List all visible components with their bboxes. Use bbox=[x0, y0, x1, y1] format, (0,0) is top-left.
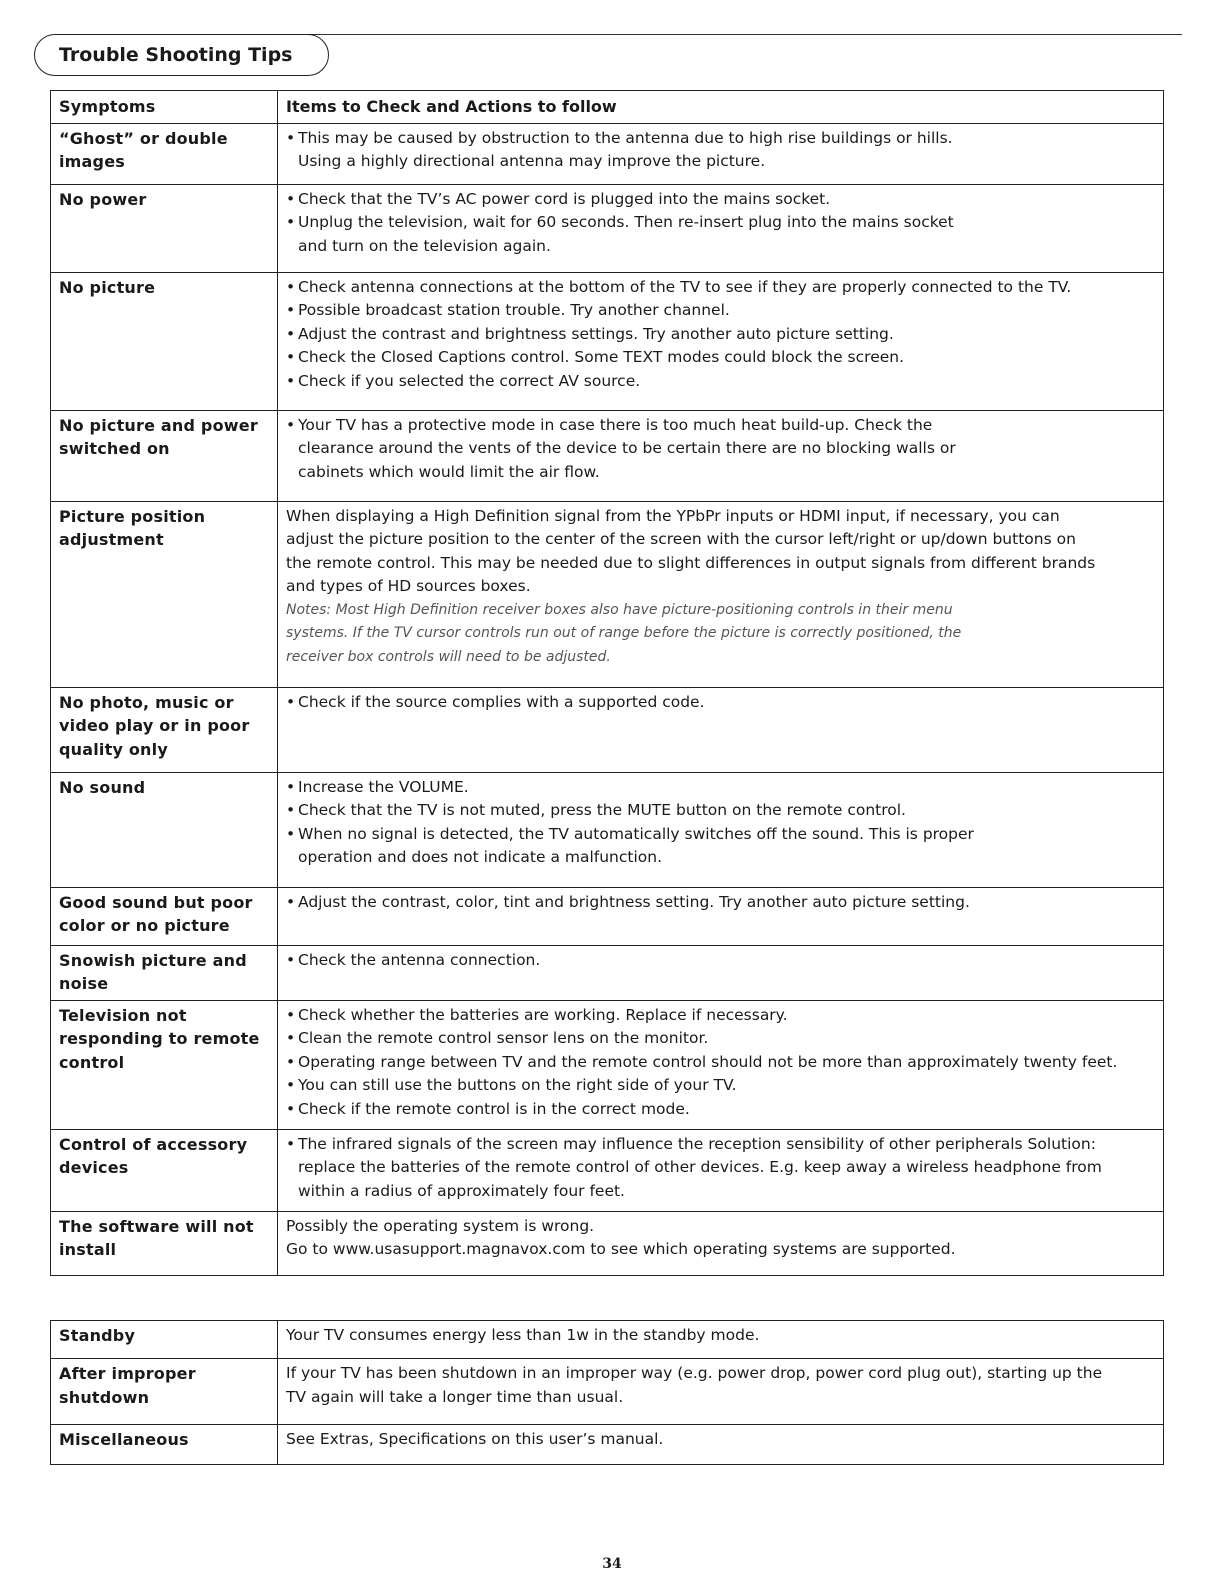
actions-cell bbox=[278, 1211, 1164, 1275]
actions-cell bbox=[278, 410, 1164, 501]
action-line: • Check if the source complies with a supported code. bbox=[286, 692, 705, 711]
action-line: replace the batteries of the remote control of other devices. E.g. keep away a wireless headphone from bbox=[298, 1158, 1102, 1176]
action-line: within a radius of approximately four feet. bbox=[298, 1181, 625, 1200]
info-label: After improper shutdown bbox=[51, 1359, 278, 1425]
action-line: the remote control. This may be needed due to slight differences in output signals from different brands bbox=[286, 553, 1096, 572]
actions-cell bbox=[278, 945, 1164, 1000]
action-line: • Adjust the contrast and brightness settings. Try another auto picture setting. bbox=[286, 324, 894, 343]
table-header-row bbox=[51, 91, 1164, 124]
action-line: • Possible broadcast station trouble. Try another channel. bbox=[286, 301, 730, 319]
table-row bbox=[51, 1129, 1164, 1211]
actions-cell bbox=[278, 772, 1164, 887]
table-row bbox=[51, 1359, 1164, 1425]
actions-cell bbox=[278, 272, 1164, 410]
symptom-cell: Snowish picture and noise bbox=[51, 945, 278, 1000]
note-line: Notes: Most High Definition receiver boxes also have picture-positioning controls in their menu bbox=[286, 601, 953, 618]
header-actions: Items to Check and Actions to follow bbox=[278, 91, 1164, 124]
action-line: • Check if you selected the correct AV source. bbox=[286, 371, 641, 390]
action-line: • Your TV has a protective mode in case there is too much heat build-up. Check the bbox=[286, 415, 933, 434]
action-line: adjust the picture position to the center of the screen with the cursor left/right or up/down buttons on bbox=[286, 530, 1076, 548]
symptom-cell: Picture position adjustment bbox=[51, 501, 278, 687]
info-line: TV again will take a longer time than usual. bbox=[286, 1387, 624, 1406]
note-line: receiver box controls will need to be adjusted. bbox=[286, 648, 611, 665]
symptom-cell: The software will not install bbox=[51, 1211, 278, 1275]
table-row bbox=[51, 123, 1164, 184]
action-line: Go to www.usasupport.magnavox.com to see which operating systems are supported. bbox=[286, 1240, 956, 1258]
action-line: Possibly the operating system is wrong. bbox=[286, 1216, 595, 1235]
symptom-cell: Good sound but poor color or no picture bbox=[51, 887, 278, 945]
table-row bbox=[51, 772, 1164, 887]
page-title: Trouble Shooting Tips bbox=[34, 34, 329, 76]
symptom-cell: Television not responding to remote control bbox=[51, 1000, 278, 1129]
info-label: Standby bbox=[51, 1321, 278, 1359]
action-line: • Clean the remote control sensor lens on the monitor. bbox=[286, 1029, 709, 1047]
info-line: If your TV has been shutdown in an improper way (e.g. power drop, power cord plug out), starting up the bbox=[286, 1364, 1103, 1382]
info-label: Miscellaneous bbox=[51, 1425, 278, 1465]
info-text-cell bbox=[278, 1359, 1164, 1425]
action-line: • Operating range between TV and the remote control should not be more than approximately twenty feet. bbox=[286, 1052, 1118, 1071]
info-line: See Extras, Specifications on this user’s manual. bbox=[286, 1430, 664, 1448]
action-line: • This may be caused by obstruction to the antenna due to high rise buildings or hills. bbox=[286, 128, 953, 147]
actions-cell bbox=[278, 123, 1164, 184]
symptom-cell: No sound bbox=[51, 772, 278, 887]
table-row bbox=[51, 687, 1164, 772]
symptom-cell: No power bbox=[51, 184, 278, 272]
action-line: • Check if the remote control is in the correct mode. bbox=[286, 1099, 690, 1118]
header-symptoms: Symptoms bbox=[51, 91, 278, 124]
action-line: operation and does not indicate a malfunction. bbox=[298, 848, 663, 866]
table-row bbox=[51, 501, 1164, 687]
action-line: • You can still use the buttons on the right side of your TV. bbox=[286, 1076, 737, 1094]
actions-cell bbox=[278, 1129, 1164, 1211]
action-line: • Adjust the contrast, color, tint and brightness setting. Try another auto picture setting. bbox=[286, 892, 970, 911]
table-row bbox=[51, 410, 1164, 501]
table-row bbox=[51, 184, 1164, 272]
info-text-cell bbox=[278, 1321, 1164, 1359]
action-line: cabinets which would limit the air flow. bbox=[298, 462, 600, 481]
action-line: • Unplug the television, wait for 60 seconds. Then re-insert plug into the mains socket bbox=[286, 213, 954, 231]
table-row bbox=[51, 1211, 1164, 1275]
table-row bbox=[51, 887, 1164, 945]
title-bar bbox=[34, 30, 1182, 78]
symptom-cell: Control of accessory devices bbox=[51, 1129, 278, 1211]
actions-cell bbox=[278, 687, 1164, 772]
symptom-cell: No picture and power switched on bbox=[51, 410, 278, 501]
action-line: • Check the Closed Captions control. Some TEXT modes could block the screen. bbox=[286, 348, 905, 366]
action-line: Using a highly directional antenna may improve the picture. bbox=[298, 152, 766, 170]
table-row bbox=[51, 945, 1164, 1000]
action-line: • Check that the TV is not muted, press the MUTE button on the remote control. bbox=[286, 801, 906, 819]
action-line: and turn on the television again. bbox=[298, 236, 551, 255]
symptom-cell: “Ghost” or double images bbox=[51, 123, 278, 184]
title-rule bbox=[284, 34, 1182, 35]
action-line: • Check whether the batteries are working. Replace if necessary. bbox=[286, 1005, 788, 1024]
actions-cell bbox=[278, 501, 1164, 687]
table-row bbox=[51, 1000, 1164, 1129]
note-line: systems. If the TV cursor controls run out of range before the picture is correctly positioned, the bbox=[286, 625, 962, 641]
info-table bbox=[50, 1320, 1164, 1465]
table-row bbox=[51, 1321, 1164, 1359]
actions-cell bbox=[278, 887, 1164, 945]
symptom-cell: No photo, music or video play or in poor quality only bbox=[51, 687, 278, 772]
action-line: clearance around the vents of the device to be certain there are no blocking walls or bbox=[298, 439, 956, 457]
info-text-cell bbox=[278, 1425, 1164, 1465]
symptom-cell: No picture bbox=[51, 272, 278, 410]
actions-cell bbox=[278, 1000, 1164, 1129]
troubleshooting-table bbox=[50, 90, 1164, 1276]
action-line: • Check the antenna connection. bbox=[286, 950, 541, 969]
action-line: • When no signal is detected, the TV automatically switches off the sound. This is proper bbox=[286, 824, 974, 843]
action-line: • Check antenna connections at the bottom of the TV to see if they are properly connected to the TV. bbox=[286, 277, 1072, 296]
action-line: and types of HD sources boxes. bbox=[286, 577, 531, 595]
action-line: • Check that the TV’s AC power cord is plugged into the mains socket. bbox=[286, 189, 831, 208]
page-number: 34 bbox=[602, 1556, 622, 1572]
action-line: • The infrared signals of the screen may influence the reception sensibility of other peripherals Solution: bbox=[286, 1134, 1096, 1153]
table-row bbox=[51, 272, 1164, 410]
action-line: When displaying a High Definition signal from the YPbPr inputs or HDMI input, if necessary, you can bbox=[286, 506, 1060, 525]
table-row bbox=[51, 1425, 1164, 1465]
info-line: Your TV consumes energy less than 1w in the standby mode. bbox=[286, 1326, 760, 1344]
actions-cell bbox=[278, 184, 1164, 272]
action-line: • Increase the VOLUME. bbox=[286, 777, 469, 796]
